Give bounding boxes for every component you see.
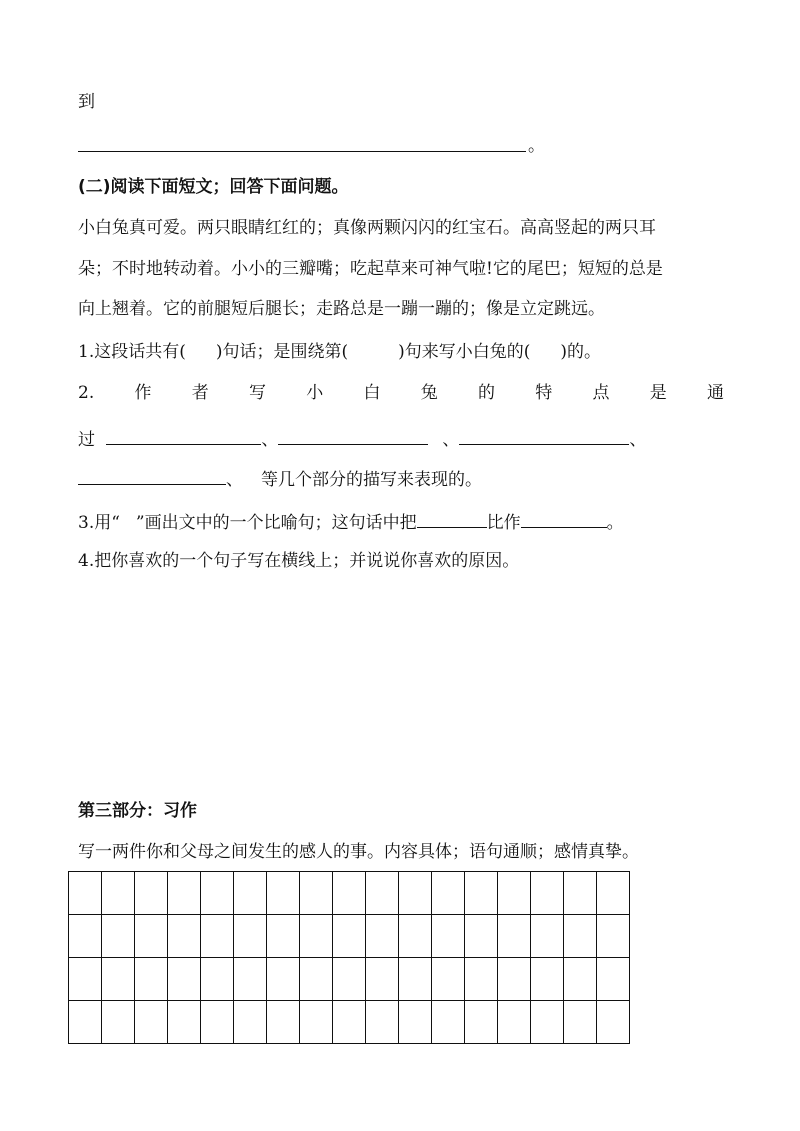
grid-row [69, 1001, 630, 1044]
grid-cell[interactable] [465, 1001, 498, 1044]
grid-cell[interactable] [465, 872, 498, 915]
grid-cell[interactable] [135, 872, 168, 915]
q2-char: 2. [78, 383, 95, 403]
grid-cell[interactable] [366, 872, 399, 915]
q2-guo: 过 [78, 430, 95, 450]
q3-blank-1[interactable] [417, 509, 487, 528]
q3-part-3: 比作 [486, 513, 521, 533]
grid-cell[interactable] [201, 1001, 234, 1044]
grid-cell[interactable] [531, 958, 564, 1001]
q2-char: 点 [592, 383, 610, 403]
grid-cell[interactable] [201, 958, 234, 1001]
q2-sep-4: 、 [226, 470, 243, 490]
grid-cell[interactable] [102, 915, 135, 958]
q2-char: 兔 [420, 383, 438, 403]
q2-char: 是 [649, 383, 667, 403]
grid-cell[interactable] [135, 958, 168, 1001]
grid-cell[interactable] [201, 872, 234, 915]
grid-cell[interactable] [531, 872, 564, 915]
grid-cell[interactable] [399, 958, 432, 1001]
grid-cell[interactable] [498, 958, 531, 1001]
grid-cell[interactable] [564, 915, 597, 958]
grid-cell[interactable] [234, 915, 267, 958]
grid-cell[interactable] [234, 872, 267, 915]
q2-char: 特 [535, 383, 553, 403]
q2-char: 小 [306, 383, 324, 403]
passage-line-3: 向上翘着。它的前腿短后腿长；走路总是一蹦一蹦的；像是立定跳远。 [78, 299, 605, 319]
grid-cell[interactable] [597, 1001, 630, 1044]
grid-cell[interactable] [201, 915, 234, 958]
grid-cell[interactable] [69, 915, 102, 958]
grid-cell[interactable] [102, 872, 135, 915]
q2-blank-4[interactable] [78, 466, 226, 485]
answer-line-period: 。 [528, 136, 545, 156]
grid-cell[interactable] [465, 915, 498, 958]
grid-cell[interactable] [597, 915, 630, 958]
q3-part-4: 。 [606, 513, 624, 533]
question-3 [78, 509, 624, 535]
grid-cell[interactable] [168, 915, 201, 958]
q2-char: 者 [191, 383, 209, 403]
writing-grid[interactable] [68, 871, 630, 1044]
grid-cell[interactable] [69, 958, 102, 1001]
grid-cell[interactable] [432, 915, 465, 958]
grid-row [69, 958, 630, 1001]
passage-line-2: 朵；不时地转动着。小小的三瓣嘴；吃起草来可神气啦!它的尾巴；短短的总是 [78, 259, 663, 279]
grid-cell[interactable] [333, 958, 366, 1001]
q2-char: 白 [363, 383, 381, 403]
q2-blank-2[interactable] [278, 426, 428, 445]
question-2-line-1 [78, 381, 724, 405]
grid-cell[interactable] [597, 958, 630, 1001]
grid-cell[interactable] [465, 958, 498, 1001]
q1-part-2: )句话；是围绕第( [215, 342, 349, 362]
passage-line-1: 小白兔真可爱。两只眼睛红红的；真像两颗闪闪的红宝石。高高竖起的两只耳 [78, 218, 656, 238]
grid-cell[interactable] [300, 958, 333, 1001]
grid-cell[interactable] [300, 915, 333, 958]
q2-ending: 等几个部分的描写来表现的。 [261, 470, 482, 490]
grid-cell[interactable] [168, 958, 201, 1001]
grid-cell[interactable] [399, 872, 432, 915]
grid-cell[interactable] [333, 1001, 366, 1044]
q3-blank-2[interactable] [521, 509, 607, 528]
section3-heading: 第三部分：习作 [78, 801, 197, 821]
grid-cell[interactable] [498, 1001, 531, 1044]
q2-blank-1[interactable] [106, 426, 261, 445]
q1-part-4: )的。 [560, 342, 602, 362]
grid-cell[interactable] [564, 1001, 597, 1044]
q2-char: 的 [477, 383, 495, 403]
grid-cell[interactable] [168, 872, 201, 915]
question-2-line-2 [78, 426, 646, 452]
grid-cell[interactable] [399, 915, 432, 958]
question-4: 4.把你喜欢的一个句子写在横线上；并说说你喜欢的原因。 [78, 551, 520, 571]
grid-row [69, 872, 630, 915]
writing-prompt: 写一两件你和父母之间发生的感人的事。内容具体；语句通顺；感情真挚。 [78, 842, 639, 862]
q2-sep-3: 、 [629, 430, 647, 450]
answer-line[interactable] [78, 151, 526, 152]
grid-cell[interactable] [366, 915, 399, 958]
q2-blank-3[interactable] [459, 426, 629, 445]
grid-cell[interactable] [366, 1001, 399, 1044]
q2-sep-2: 、 [442, 430, 460, 450]
continuation-char: 到 [78, 92, 95, 112]
question-1 [78, 340, 601, 364]
q2-char: 通 [706, 383, 724, 403]
grid-cell[interactable] [498, 872, 531, 915]
grid-cell[interactable] [69, 1001, 102, 1044]
grid-cell[interactable] [531, 915, 564, 958]
grid-cell[interactable] [168, 1001, 201, 1044]
grid-cell[interactable] [432, 872, 465, 915]
grid-cell[interactable] [135, 915, 168, 958]
grid-cell[interactable] [267, 872, 300, 915]
grid-cell[interactable] [564, 958, 597, 1001]
grid-cell[interactable] [597, 872, 630, 915]
grid-cell[interactable] [135, 1001, 168, 1044]
grid-cell[interactable] [267, 1001, 300, 1044]
grid-cell[interactable] [69, 872, 102, 915]
grid-cell[interactable] [432, 1001, 465, 1044]
q2-char: 作 [134, 383, 152, 403]
grid-row [69, 915, 630, 958]
grid-cell[interactable] [333, 915, 366, 958]
q3-part-1: 3.用“ [78, 513, 120, 533]
grid-cell[interactable] [234, 958, 267, 1001]
grid-cell[interactable] [267, 958, 300, 1001]
question-2-line-3 [78, 466, 482, 492]
grid-cell[interactable] [399, 1001, 432, 1044]
grid-cell[interactable] [300, 872, 333, 915]
grid-cell[interactable] [300, 1001, 333, 1044]
q2-sep-1: 、 [261, 430, 279, 450]
grid-cell[interactable] [366, 958, 399, 1001]
grid-cell[interactable] [333, 872, 366, 915]
grid-cell[interactable] [564, 872, 597, 915]
q2-char: 写 [248, 383, 266, 403]
grid-cell[interactable] [498, 915, 531, 958]
grid-cell[interactable] [267, 915, 300, 958]
grid-cell[interactable] [531, 1001, 564, 1044]
grid-cell[interactable] [234, 1001, 267, 1044]
q1-part-1: 1.这段话共有( [78, 342, 186, 362]
grid-cell[interactable] [432, 958, 465, 1001]
q1-part-3: )句来写小白兔的( [398, 342, 531, 362]
section2-heading: (二)阅读下面短文；回答下面问题。 [78, 177, 349, 197]
grid-cell[interactable] [102, 1001, 135, 1044]
q3-part-2: ”画出文中的一个比喻句；这句话中把 [135, 513, 417, 533]
grid-cell[interactable] [102, 958, 135, 1001]
